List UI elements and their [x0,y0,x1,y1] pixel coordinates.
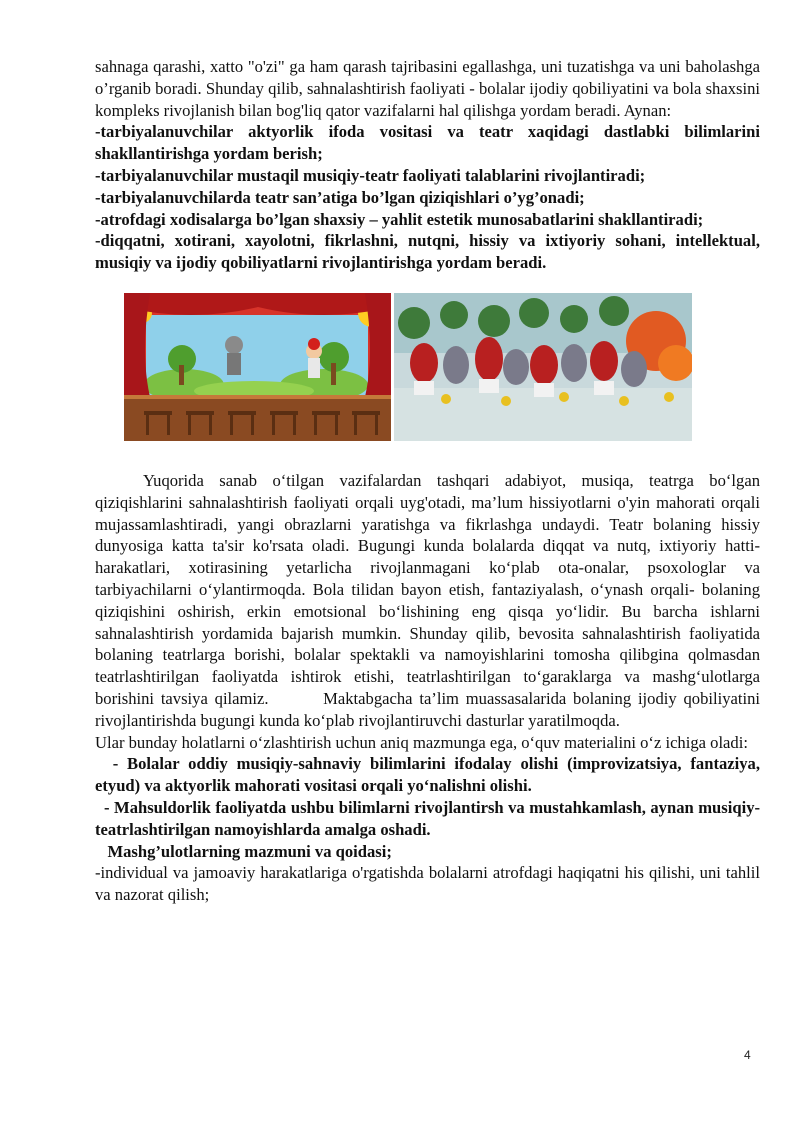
bottom-paragraph: - Bolalar oddiy musiqiy-sahnaviy bilimlarini ifodalay olishi (improvizatsiya, fantaziya, etyud) va aktyorlik mahorati vositasi orqali yo‘nalishni olishi. [95,754,765,796]
top-paragraph: -tarbiyalanuvchilarda teatr san’atiga bo’lgan qiziqishlari o’yg’onadi; [95,187,585,207]
document-body [95,56,765,906]
bottom-paragraph: Mashg’ulotlarning mazmuni va qoidasi; [95,841,392,861]
top-text-block [95,56,765,274]
page-number: 4 [744,1048,751,1062]
top-paragraph: sahnaga qarashi, xatto "o'zi" ga ham qarash tajribasini egallashga, uni tuzatishga va uni baholashga o’rganib boradi. Shunday qilib, sahnalashtirish faoliyati - bolalar ijodiy qobiliyatini va bola shaxsini kompleks rivojlanish bilan bog'liq qator vazifalarni hal qilishga yordam beradi. Aynan: [95,57,765,120]
top-paragraph: -atrofdagi xodisalarga bo’lgan shaxsiy – yahlit estetik munosabatlarini shakllantiradi; [95,209,704,229]
bottom-paragraph: Ular bunday holatlarni o‘zlashtirish uchun aniq mazmunga ega, o‘quv materialini o‘z ichiga oladi: [95,732,748,752]
puppet-show-photo [394,293,692,441]
bottom-paragraph: - Mahsuldorlik faoliyatda ushbu bilimlarni rivojlantirsh va mustahkamlash, aynan musiqiy- teatrlashtirilgan namoyishlarda amalga oshadi. [95,797,765,839]
bottom-paragraph: Yuqorida sanab o‘tilgan vazifalardan tashqari adabiyot, musiqa, teatrga bo‘lgan qiziqishlarini sahnalashtirish faoliyati orqali uyg'otadi, ma’lum hissiyotlarni o'yin mahorati orqali mujassamlashtiradi, yangi obrazlarni yaratishga va fikrlashga undaydi. Teatr bolaning hissiy dunyosiga katta ta'sir ko'rsata oladi. Bugungi kunda bolalarda diqqat va nutq, ixtiyoriy hatti-harakatlari, xotirasining yetarlicha rivojlanmagani ko‘plab ota-onalar, psoxologlar va tarbiyachilarni o‘ylantirmoqda. Bola tilidan bayon etish, fantaziyalash, o‘ynash orqali- bolaning qiziqishini oshirish, erkin emotsional bo‘lishining eng qisqa yo‘lidir. Bu barcha ishlarni sahnalashtirish yordamida bajarish mumkin. Shunday qilib, bevosita sahnalashtirish faoliyatida bolaning teatrlarga borishi, bolalar spektakli va namoyishlarini tomosha qilibgina qolmasdan teatrlashtirilgan faoliyatda ishtirok etishi, teatrlashtirilgan to‘garaklarga va mashg‘ulotlarga borishini tavsiya qilamiz. Maktabgacha ta’lim muassasalarida bolaning ijodiy qobiliyatini rivojlantirishda bugungi kunda ko‘plab rivojlantiruvchi dasturlar yaratilmoqda. [95,470,765,730]
bottom-text-block [95,470,765,906]
top-paragraph: -tarbiyalanuvchilar mustaqil musiqiy-teatr faoliyati talablarini rivojlantiradi; [95,165,646,185]
bottom-paragraph: -individual va jamoaviy harakatlariga o'rgatishda bolalarni atrofdagi haqiqatni his qilishi, uni tahlil va nazorat qilish; [95,863,765,905]
top-paragraph: -tarbiyalanuvchilar aktyorlik ifoda vositasi va teatr xaqidagi dastlabki bilimlarini shakllantirishga yordam berish; [95,122,765,164]
theater-stage-illustration [124,293,391,441]
top-paragraph: -diqqatni, xotirani, xayolotni, fikrlashni, nutqni, hissiy va ixtiyoriy sohani, intellektual, musiqiy va ijodiy qobiliyatlarni rivojlantirishga yordam beradi. [95,231,765,273]
illustration-row [124,293,692,451]
